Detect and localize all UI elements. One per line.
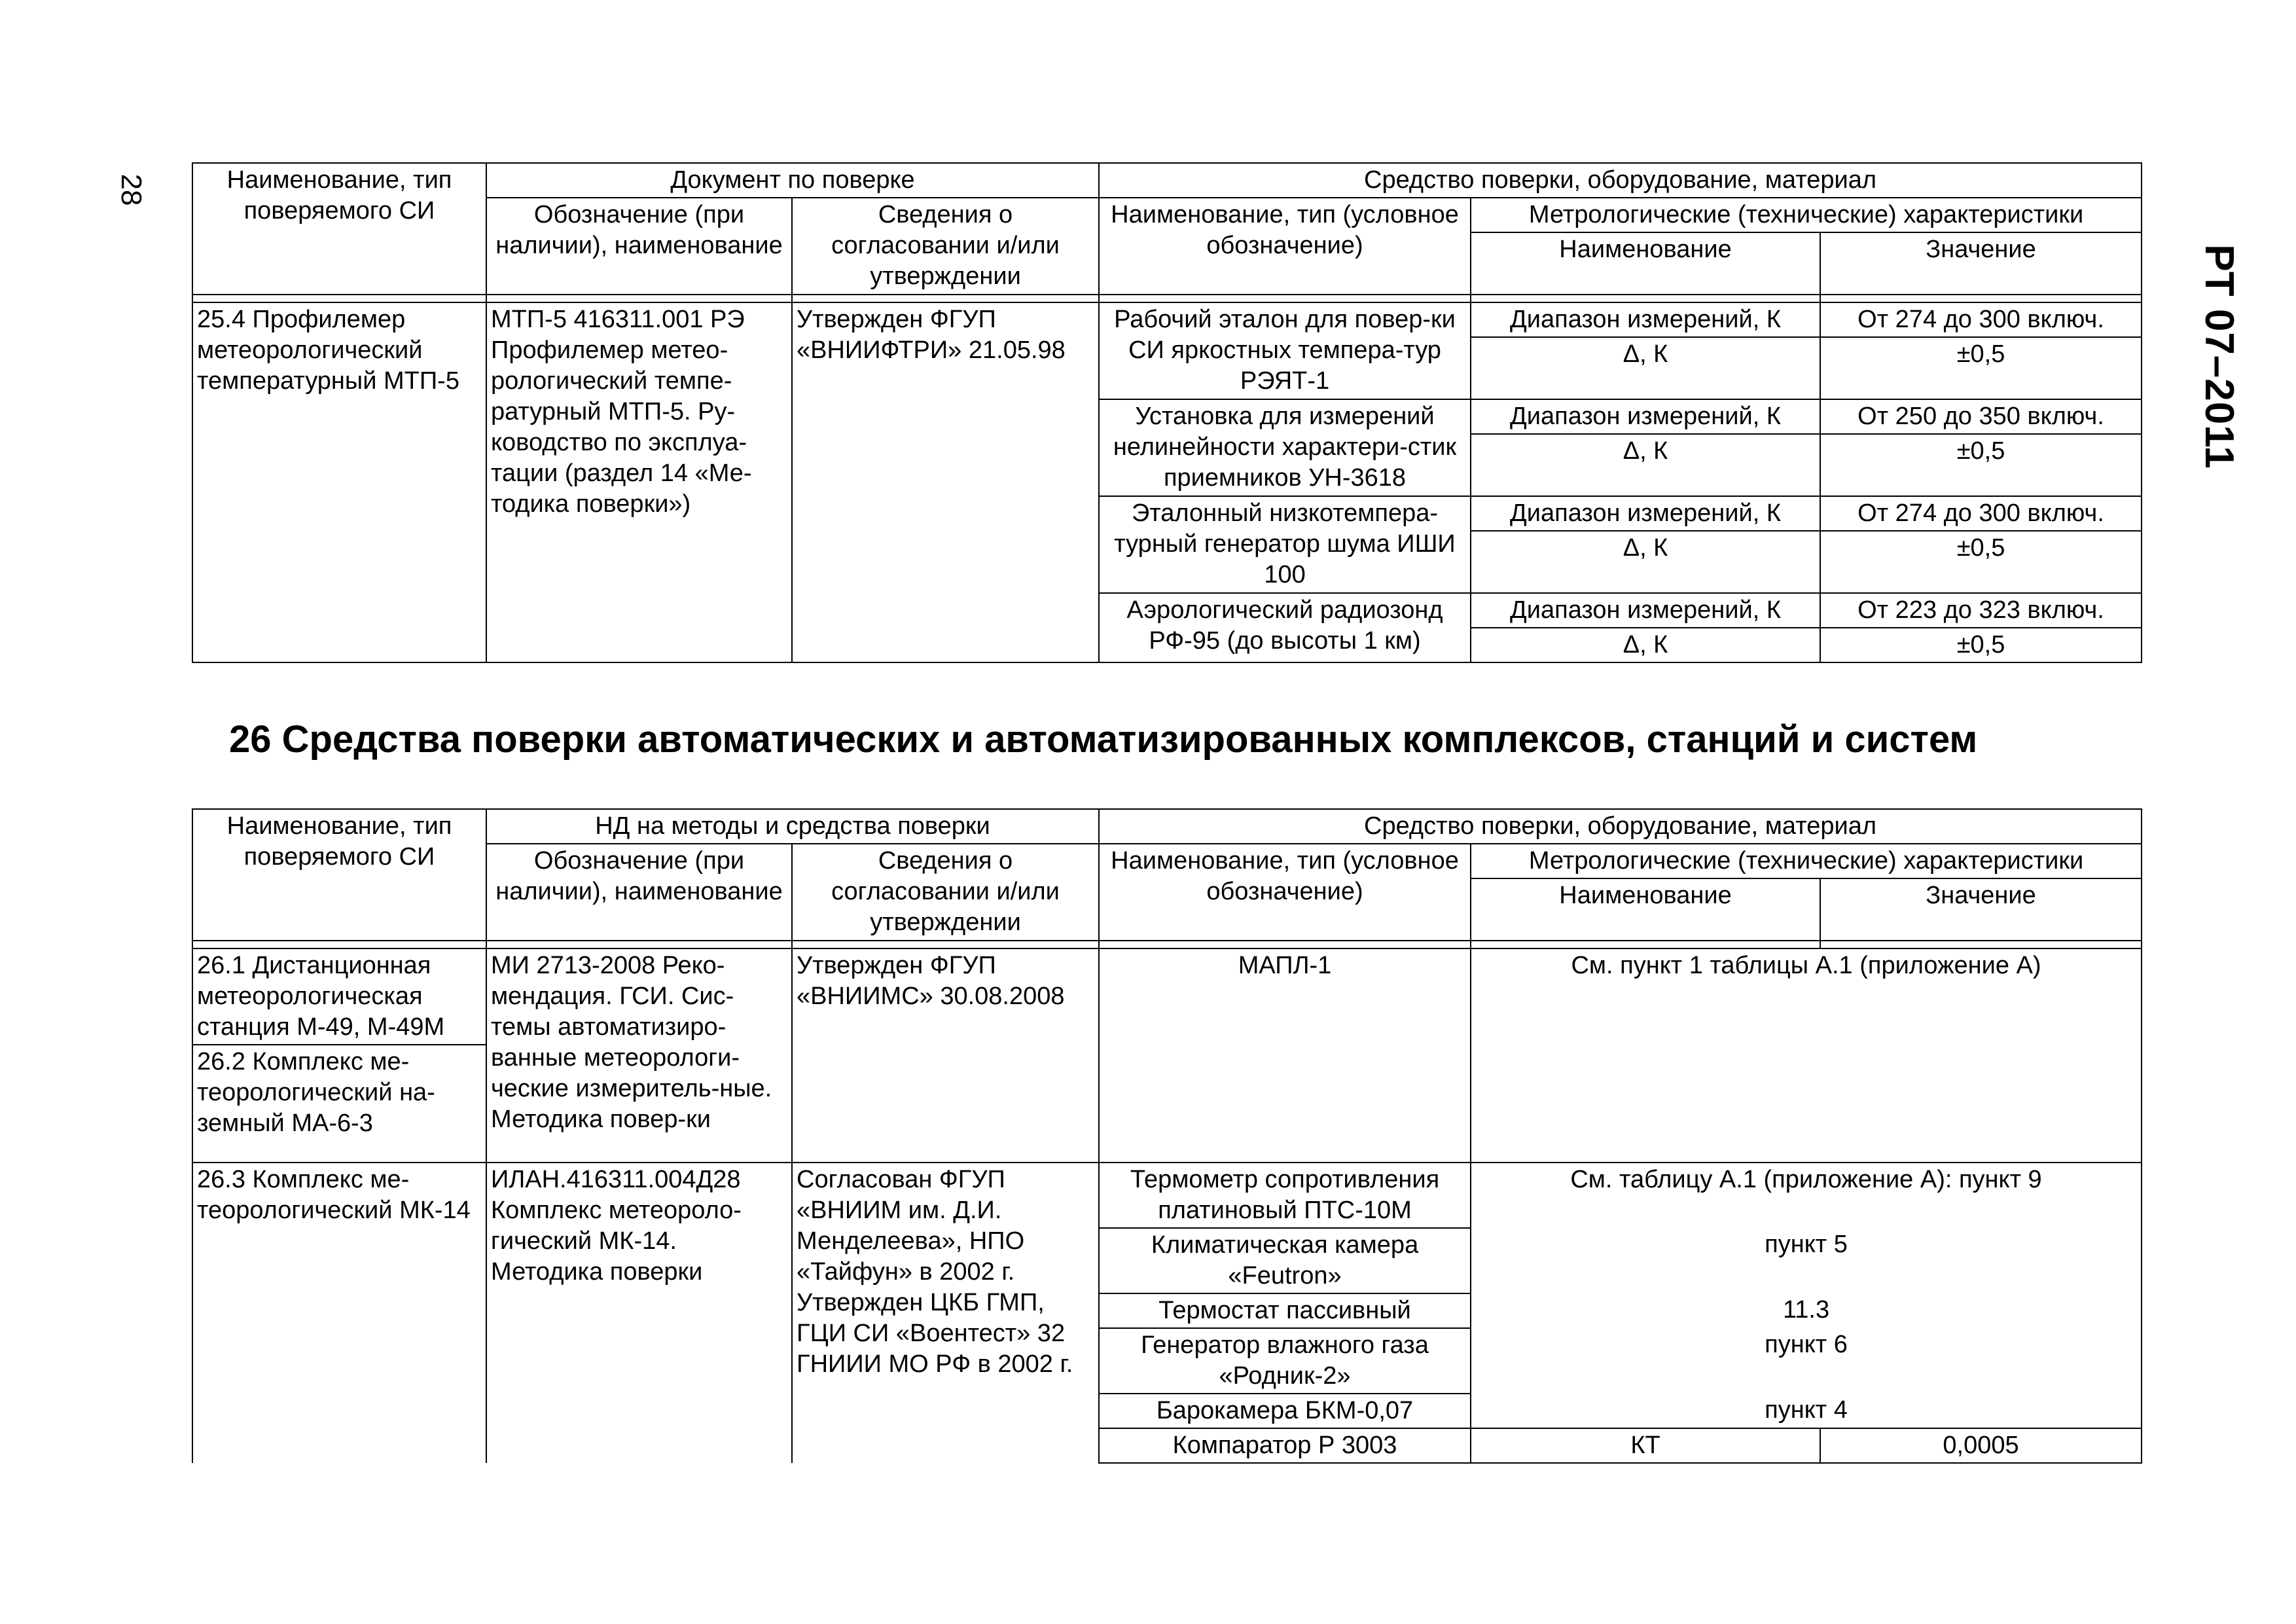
char-reference: См. таблицу А.1 (приложение А): пункт 9	[1471, 1163, 2142, 1228]
header-means-group: Средство поверки, оборудование, материал	[1099, 163, 2142, 198]
header-means-name: Наименование, тип (условное обозначение)	[1099, 844, 1471, 941]
char-value: ±0,5	[1820, 531, 2142, 593]
char-value: ±0,5	[1820, 628, 2142, 662]
table-25-4	[192, 162, 2142, 663]
char-name: Δ, К	[1471, 337, 1820, 399]
header-designation: Обозначение (при наличии), наименование	[486, 198, 792, 295]
means-item: Барокамера БКМ-0,07	[1099, 1394, 1471, 1428]
header-name-type: Наименование, тип поверяемого СИ	[192, 163, 486, 295]
row-name-26-1: 26.1 Дистанционная метеорологическая станция М-49, М-49М	[192, 948, 486, 1045]
char-name: Δ, К	[1471, 434, 1820, 496]
char-name: Диапазон измерений, К	[1471, 496, 1820, 531]
char-value: От 274 до 300 включ.	[1820, 496, 2142, 531]
row-name-26-2: 26.2 Комплекс ме-теорологический на-земный МА-6-3	[192, 1045, 486, 1163]
table-26	[192, 808, 2142, 1464]
header-doc-group: НД на методы и средства поверки	[486, 809, 1099, 844]
header-approval: Сведения о согласовании и/или утверждении	[792, 844, 1099, 941]
header-means-group: Средство поверки, оборудование, материал	[1099, 809, 2142, 844]
char-name: Δ, К	[1471, 531, 1820, 593]
row-approval: Утвержден ФГУП «ВНИИФТРИ» 21.05.98	[792, 302, 1099, 662]
header-metro-value: Значение	[1820, 878, 2142, 941]
header-metro-value: Значение	[1820, 232, 2142, 295]
row-approval: Согласован ФГУП «ВНИИМ им. Д.И. Менделеева», НПО «Тайфун» в 2002 г. Утвержден ЦКБ ГМП, ГЦИ СИ «Воентест» 32 ГНИИИ МО РФ в 2002 г.	[792, 1163, 1099, 1463]
row-designation: ИЛАН.416311.004Д28 Комплекс метеороло-гический МК-14. Методика поверки	[486, 1163, 792, 1463]
page-number: 28	[115, 173, 147, 206]
char-value: ±0,5	[1820, 337, 2142, 399]
header-means-name: Наименование, тип (условное обозначение)	[1099, 198, 1471, 295]
means-item: Термометр сопротивления платиновый ПТС-10М	[1099, 1163, 1471, 1228]
header-name-type: Наименование, тип поверяемого СИ	[192, 809, 486, 941]
means-item: Климатическая камера «Feutron»	[1099, 1228, 1471, 1293]
header-approval: Сведения о согласовании и/или утверждении	[792, 198, 1099, 295]
char-reference: 11.3	[1471, 1293, 2142, 1328]
char-reference: пункт 5	[1471, 1228, 2142, 1293]
means-item: Установка для измерений нелинейности характери-стик приемников УН-3618	[1099, 399, 1471, 496]
char-value: 0,0005	[1820, 1428, 2142, 1463]
char-reference: пункт 6	[1471, 1328, 2142, 1394]
char-value: От 274 до 300 включ.	[1820, 302, 2142, 337]
char-name: Диапазон измерений, К	[1471, 593, 1820, 628]
char-reference: См. пункт 1 таблицы А.1 (приложение А)	[1471, 948, 2142, 1163]
char-name: КТ	[1471, 1428, 1820, 1463]
means-item: Рабочий эталон для повер-ки СИ яркостных темпера-тур РЭЯТ-1	[1099, 302, 1471, 399]
row-designation: МТП-5 416311.001 РЭ Профилемер метео-рологический темпе-ратурный МТП-5. Ру-ководство по эксплуа-тации (раздел 14 «Ме-тодика поверки»)	[486, 302, 792, 662]
char-name: Диапазон измерений, К	[1471, 399, 1820, 434]
char-name: Диапазон измерений, К	[1471, 302, 1820, 337]
row-name: 25.4 Профилемер метеорологический температурный МТП-5	[192, 302, 486, 662]
means-item: МАПЛ-1	[1099, 948, 1471, 1163]
char-reference: пункт 4	[1471, 1394, 2142, 1428]
char-value: От 223 до 323 включ.	[1820, 593, 2142, 628]
char-value: От 250 до 350 включ.	[1820, 399, 2142, 434]
section-title: 26 Средства поверки автоматических и автоматизированных комплексов, станций и систем	[229, 718, 1978, 761]
means-item: Аэрологический радиозонд РФ-95 (до высоты 1 км)	[1099, 593, 1471, 662]
header-doc-group: Документ по поверке	[486, 163, 1099, 198]
header-designation: Обозначение (при наличии), наименование	[486, 844, 792, 941]
means-item: Эталонный низкотемпера-турный генератор шума ИШИ 100	[1099, 496, 1471, 593]
header-metro-name: Наименование	[1471, 878, 1820, 941]
header-metro-group: Метрологические (технические) характеристики	[1471, 844, 2142, 878]
header-metro-name: Наименование	[1471, 232, 1820, 295]
document-id: РТ 07–2011	[2197, 244, 2242, 469]
means-item: Компаратор Р 3003	[1099, 1428, 1471, 1463]
char-name: Δ, К	[1471, 628, 1820, 662]
row-name-26-3: 26.3 Комплекс ме-теорологический МК-14	[192, 1163, 486, 1463]
row-designation: МИ 2713-2008 Реко-мендация. ГСИ. Сис-темы автоматизиро-ванные метеорологи-ческие измеритель-ные. Методика повер-ки	[486, 948, 792, 1163]
row-approval: Утвержден ФГУП «ВНИИМС» 30.08.2008	[792, 948, 1099, 1163]
means-item: Генератор влажного газа «Родник-2»	[1099, 1328, 1471, 1394]
means-item: Термостат пассивный	[1099, 1293, 1471, 1328]
char-value: ±0,5	[1820, 434, 2142, 496]
header-metro-group: Метрологические (технические) характеристики	[1471, 198, 2142, 232]
